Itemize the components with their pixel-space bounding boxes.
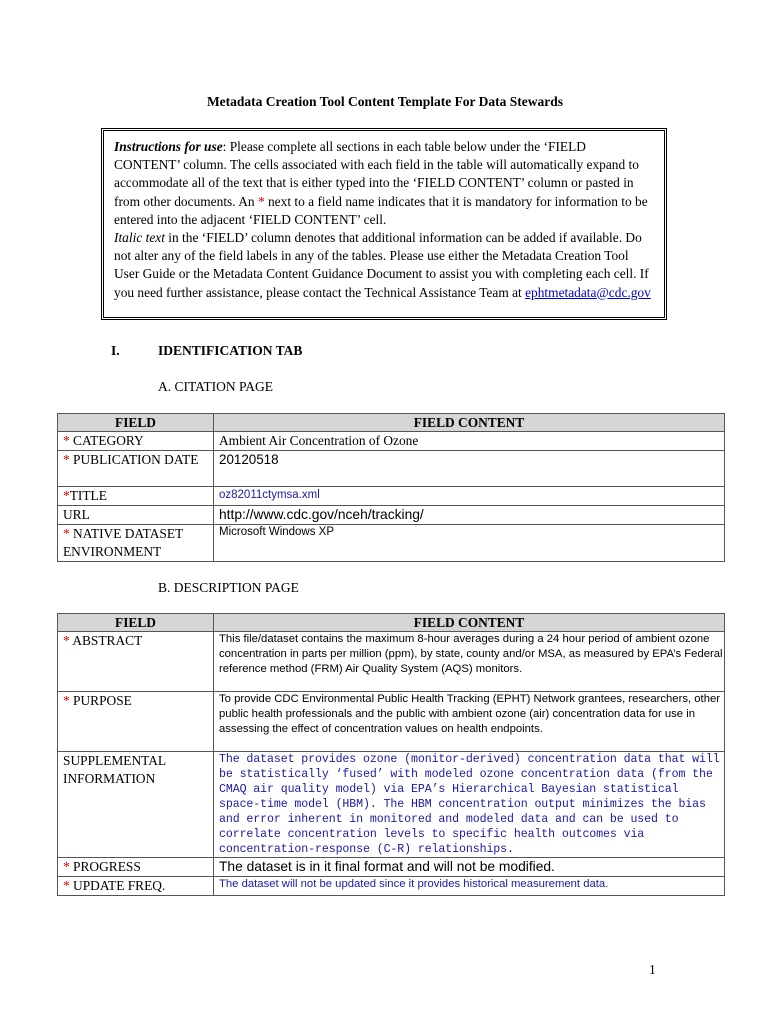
table-row: *TITLE oz82011ctymsa.xml [58, 487, 725, 506]
field-label: SUPPLEMENTAL INFORMATION [63, 753, 166, 786]
instructions-lead: Instructions for use [114, 139, 223, 154]
description-heading: B. DESCRIPTION PAGE [158, 580, 299, 595]
instructions-box [101, 128, 667, 320]
table-row: * ABSTRACT This file/dataset contains the maximum 8-hour averages during a 24 hour period of ambient ozone concentration in parts per million (ppm), by state, county and/or MSA, as measured by EPA’s Federal reference method (FRM) Air Quality System (AQS) monitors. [58, 632, 725, 692]
section-number: I. [111, 343, 120, 358]
citation-header-field: FIELD [58, 414, 214, 432]
field-content: This file/dataset contains the maximum 8-hour averages during a 24 hour period of ambient ozone concentration in parts per million (ppm), by state, county and/or MSA, as measured by EPA’s Federal reference method (FRM) Air Quality System (AQS) monitors. [214, 632, 725, 692]
table-row: * NATIVE DATASET ENVIRONMENT Microsoft Windows XP [58, 525, 725, 562]
field-label: NATIVE DATASET ENVIRONMENT [63, 526, 183, 559]
field-label: UPDATE FREQ. [73, 878, 166, 893]
field-label: PURPOSE [73, 693, 132, 708]
field-content: 20120518 [214, 451, 725, 487]
description-header-field: FIELD [58, 614, 214, 632]
instructions-text-1: : Please complete all sections in each table below under the ‘FIELD CONTENT’ column. The cells associated with each field in the table will automatically expand to accommodate all of the text that is either typed into the ‘FIELD CONTENT’ column or pasted in from other documents. An [114, 139, 639, 209]
document-title: Metadata Creation Tool Content Template For Data Stewards [206, 94, 564, 109]
description-header-content: FIELD CONTENT [214, 614, 725, 632]
table-row: * PROGRESS The dataset is in it final format and will not be modified. [58, 858, 725, 877]
field-label: PUBLICATION DATE [73, 452, 199, 467]
instructions-text-3: in the ‘FIELD’ column denotes that additional information can be added if available. Do not alter any of the field labels in any of the tables. Please use either the Metadata Creation Tool User Guide or the Metadata Content Guidance Document to assist you with completing each cell. If you need further assistance, please contact the Technical Assistance Team at [114, 230, 649, 300]
mandatory-star: * [257, 193, 265, 209]
table-row: * PURPOSE To provide CDC Environmental Public Health Tracking (EPHT) Network grantees, researchers, other public health professionals and the public with ambient ozone (air) concentration data for use in assessing the effect of concentration values on health endpoints. [58, 692, 725, 752]
description-table [57, 613, 725, 896]
table-row [58, 506, 725, 525]
field-content: Ambient Air Concentration of Ozone [214, 432, 725, 451]
field-label: ABSTRACT [72, 633, 143, 648]
citation-table [57, 413, 725, 562]
field-label: URL [63, 507, 90, 522]
field-content: oz82011ctymsa.xml [214, 487, 725, 506]
table-row: * PUBLICATION DATE 20120518 [58, 451, 725, 487]
field-content: To provide CDC Environmental Public Health Tracking (EPHT) Network grantees, researchers, other public health professionals and the public with ambient ozone (air) concentration data for use in assessing the effect of concentration values on health endpoints. [214, 692, 725, 752]
field-label: CATEGORY [73, 433, 144, 448]
field-content: The dataset is in it final format and will not be modified. [214, 858, 725, 877]
field-content: The dataset provides ozone (monitor-derived) concentration data that will be statistically ‘fused’ with modeled ozone concentration data (from the CMAQ air quality model) via EPA’s Hierarchical Bayesian statistical space-time model (HBM). The HBM concentration output minimizes the bias and error inherent in monitored and modeled data and can be used to correlate concentration levels to specific health outcomes via concentration-response (C-R) relationships. [214, 752, 725, 858]
citation-header-content: FIELD CONTENT [214, 414, 725, 432]
section-title: IDENTIFICATION TAB [158, 343, 303, 358]
page-number: 1 [649, 962, 656, 977]
instructions-italic-text: Italic text [114, 230, 165, 246]
field-content: The dataset will not be updated since it provides historical measurement data. [214, 877, 725, 896]
field-label: PROGRESS [73, 859, 141, 874]
instructions-text-2: next to a field name indicates that it is mandatory for information to be entered into the adjacent ‘FIELD CONTENT’ cell. [114, 193, 648, 227]
field-content: http://www.cdc.gov/nceh/tracking/ [214, 506, 725, 525]
citation-heading: A. CITATION PAGE [158, 379, 274, 394]
field-label: TITLE [69, 488, 107, 503]
table-row: * CATEGORY Ambient Air Concentration of Ozone [58, 432, 725, 451]
table-row [58, 752, 725, 858]
contact-email-link[interactable]: ephtmetadata@cdc.gov [525, 284, 651, 300]
field-content: Microsoft Windows XP [214, 525, 725, 562]
table-row: * UPDATE FREQ. The dataset will not be updated since it provides historical measurement data. [58, 877, 725, 896]
